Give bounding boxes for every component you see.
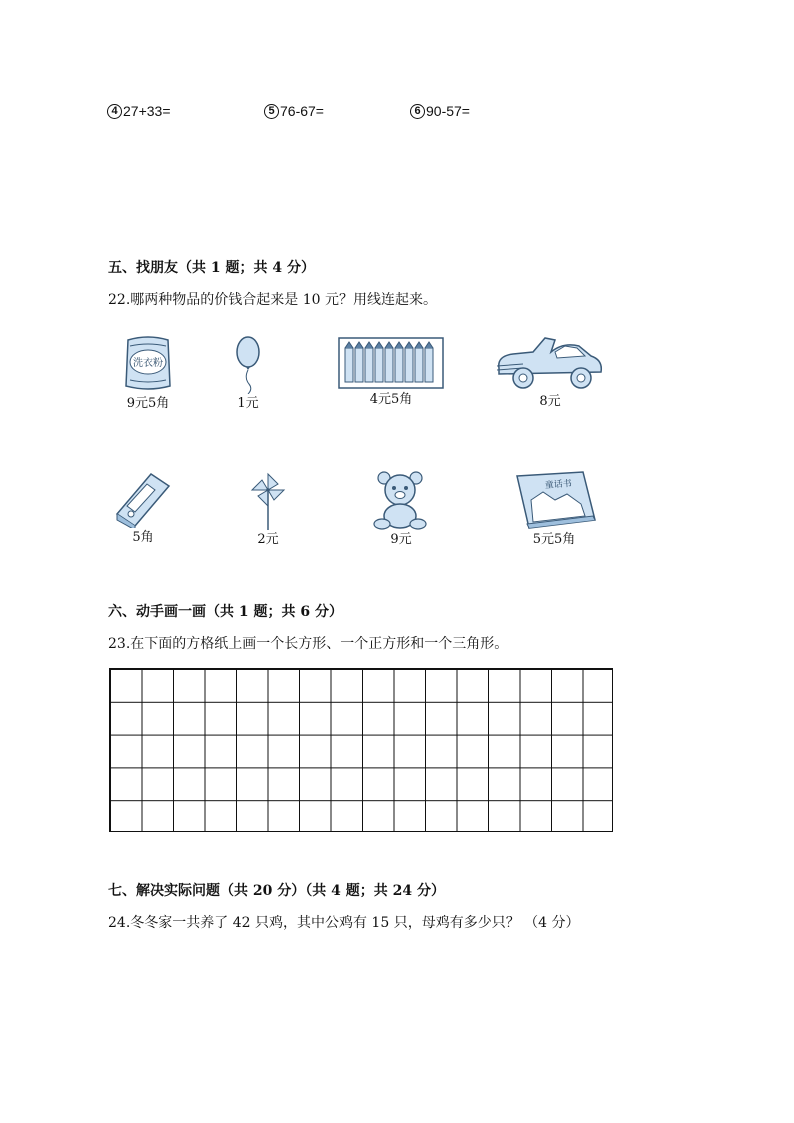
calc-expression: 27+33= bbox=[123, 103, 171, 119]
item-teddy-bear bbox=[368, 470, 434, 548]
question-22: 22.哪两种物品的价钱合起来是 10 元？用线连起来。 bbox=[108, 292, 437, 308]
item-crayons bbox=[336, 334, 446, 408]
item-detergent bbox=[110, 334, 186, 412]
calc-item-5 bbox=[264, 103, 324, 119]
price-label: 9元5角 bbox=[126, 396, 170, 411]
calc-expression: 90-57= bbox=[426, 103, 470, 119]
price-label: 5元5角 bbox=[532, 532, 576, 547]
crayon-box-icon bbox=[337, 334, 445, 390]
calc-item-4 bbox=[107, 103, 171, 119]
question-23: 23.在下面的方格纸上画一个长方形、一个正方形和一个三角形。 bbox=[108, 636, 509, 652]
pencil-sharpener-icon bbox=[113, 470, 173, 528]
balloon-icon bbox=[232, 334, 264, 394]
item-pinwheel bbox=[240, 470, 296, 548]
section-7-title: 七、解决实际问题（共 20 分）（共 4 题；共 24 分） bbox=[108, 883, 445, 899]
grid-paper[interactable] bbox=[109, 668, 613, 832]
price-label: 2元 bbox=[257, 532, 279, 547]
section-6-title: 六、动手画一画（共 1 题；共 6 分） bbox=[108, 604, 343, 620]
calc-expression: 76-67= bbox=[280, 103, 324, 119]
teddy-bear-icon bbox=[370, 470, 432, 530]
toy-car-icon bbox=[493, 334, 607, 392]
price-label: 4元5角 bbox=[369, 392, 413, 407]
price-label: 1元 bbox=[237, 396, 259, 411]
svg-text:洗衣粉: 洗衣粉 bbox=[133, 358, 163, 369]
storybook-icon bbox=[511, 470, 597, 530]
item-balloon bbox=[220, 334, 276, 412]
section-5-title: 五、找朋友（共 1 题；共 4 分） bbox=[108, 260, 315, 276]
price-label: 5角 bbox=[132, 530, 154, 545]
item-sharpener bbox=[110, 470, 176, 546]
svg-text:童话书: 童话书 bbox=[544, 479, 573, 491]
calc-item-6 bbox=[410, 103, 470, 119]
price-label: 8元 bbox=[539, 394, 561, 409]
pinwheel-icon bbox=[248, 470, 288, 530]
question-24: 24.冬冬家一共养了 42 只鸡，其中公鸡有 15 只，母鸡有多少只？ （4 分） bbox=[108, 915, 580, 931]
circled-number: 5 bbox=[264, 104, 279, 119]
circled-number: 4 bbox=[107, 104, 122, 119]
price-label: 9元 bbox=[390, 532, 412, 547]
circled-number: 6 bbox=[410, 104, 425, 119]
item-storybook bbox=[506, 470, 602, 548]
item-toy-car bbox=[492, 334, 608, 410]
detergent-bag-icon bbox=[122, 334, 174, 394]
